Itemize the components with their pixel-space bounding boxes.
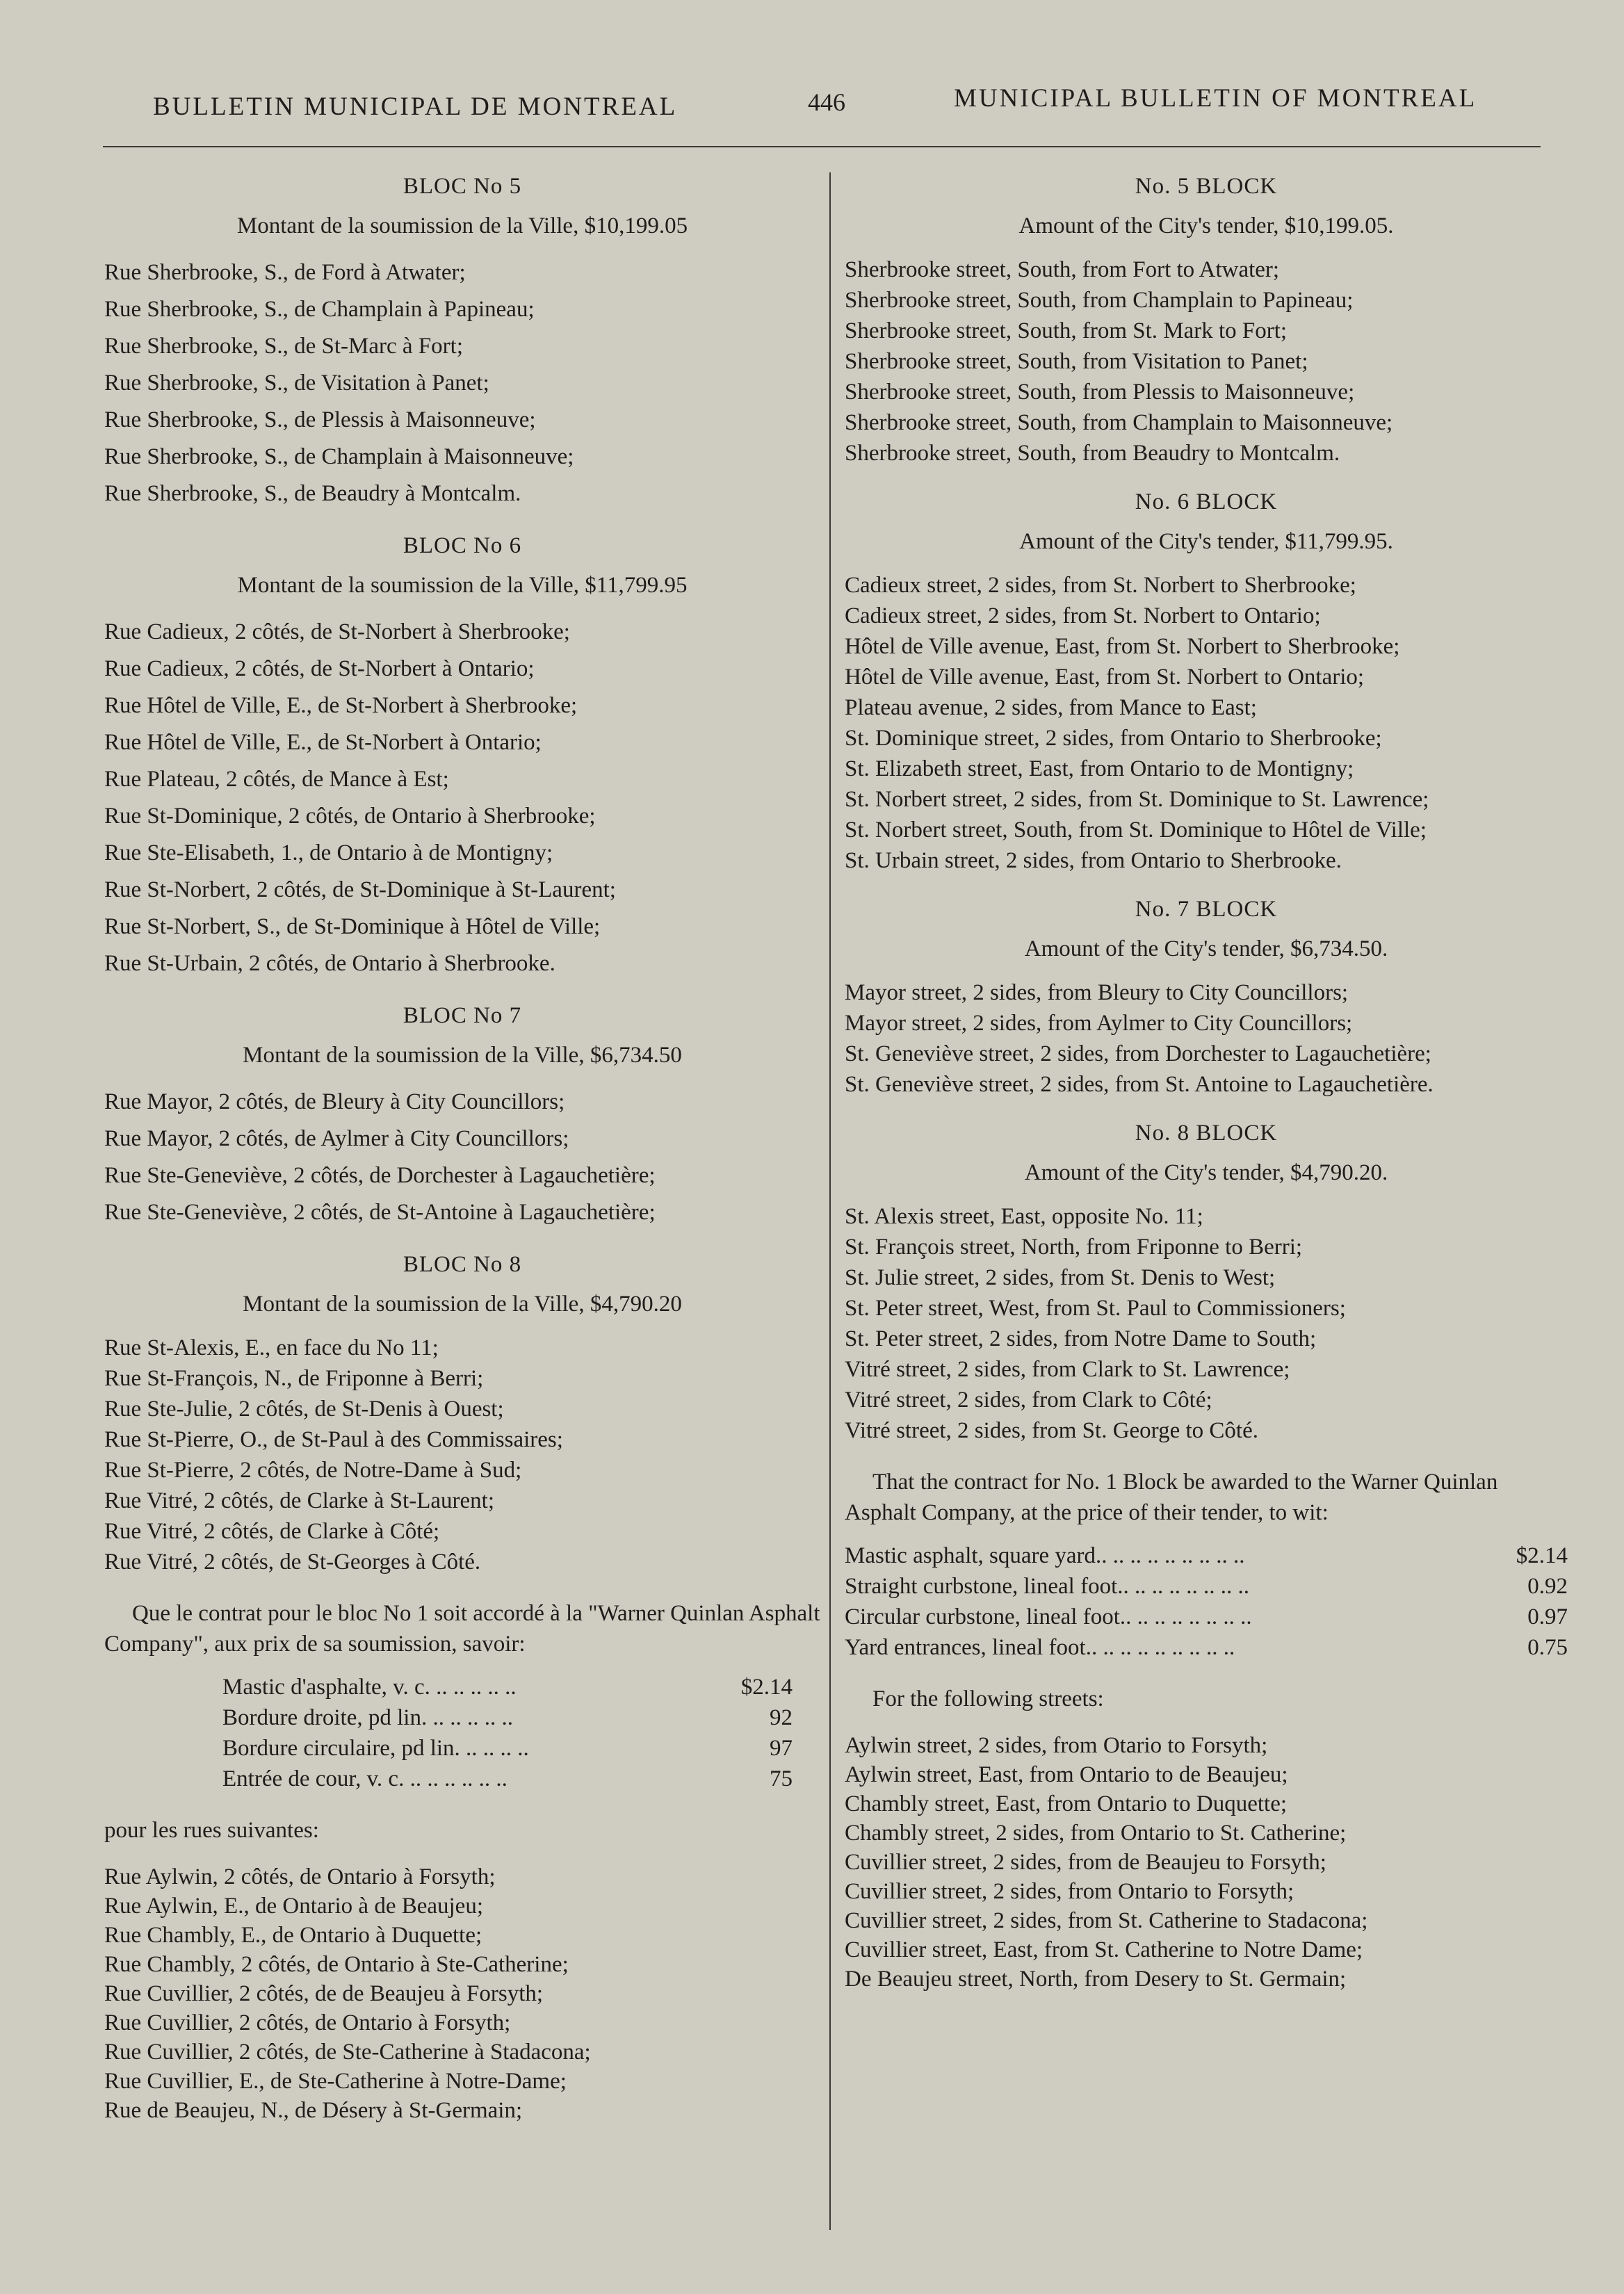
contract-paragraph: That the contract for No. 1 Block be awarded to the Warner Quinlan Asphalt Company, at the price of their tender, to wit: [845,1470,1498,1525]
street-item: Rue St-François, N., de Friponne à Berri; [104,1366,484,1391]
price-row [845,1632,1568,1663]
block-amount: Montant de la soumission de la Ville, $4,790.20 [243,1292,682,1317]
street-item: St. Geneviève street, 2 sides, from St. Antoine to Lagauchetière. [845,1072,1434,1097]
street-item: St. Julie street, 2 sides, from St. Denis to West; [845,1265,1276,1290]
street-item: Rue St-Pierre, 2 côtés, de Notre-Dame à Sud; [104,1458,522,1483]
street-item: Hôtel de Ville avenue, East, from St. Norbert to Ontario; [845,665,1365,690]
street-item: St. Dominique street, 2 sides, from Ontario to Sherbrooke; [845,726,1382,751]
price-value: $2.14 [740,1675,793,1700]
price-value: 75 [770,1766,793,1791]
price-label: Bordure droite, pd lin. .. .. .. .. .. [222,1705,513,1730]
street-item: De Beaujeu street, North, from Desery to St. Germain; [845,1967,1347,1992]
block-amount: Amount of the City's tender, $11,799.95. [1019,529,1393,554]
block-amount: Amount of the City's tender, $10,199.05. [1018,213,1394,238]
street-item: Mayor street, 2 sides, from Aylmer to City Councillors; [845,1011,1353,1036]
price-row [104,1702,820,1733]
street-item: Rue de Beaujeu, N., de Désery à St-Germain; [104,2098,523,2123]
street-item: St. François street, North, from Friponne to Berri; [845,1235,1303,1260]
street-item: Rue Cadieux, 2 côtés, de St-Norbert à Sherbrooke; [104,619,570,644]
street-item: Rue Sherbrooke, S., de Plessis à Maisonneuve; [104,407,536,432]
street-item: St. Geneviève street, 2 sides, from Dorchester to Lagauchetière; [845,1041,1431,1066]
price-row [104,1764,820,1794]
street-item: Rue Vitré, 2 côtés, de St-Georges à Côté. [104,1549,481,1575]
street-item: Rue Aylwin, 2 côtés, de Ontario à Forsyth; [104,1864,496,1889]
block-amount: Montant de la soumission de la Ville, $10,199.05 [236,213,688,238]
street-item: Rue St-Norbert, S., de St-Dominique à Hôtel de Ville; [104,914,601,939]
french-column [104,174,820,2125]
street-item: Rue Sherbrooke, S., de Beaudry à Montcalm. [104,481,521,506]
street-item: Rue Cuvillier, E., de Ste-Catherine à Notre-Dame; [104,2069,567,2094]
street-item: Aylwin street, East, from Ontario to de Beaujeu; [845,1762,1288,1787]
price-label: Straight curbstone, lineal foot.. .. .. .. .. .. .. .. [845,1574,1249,1599]
street-item: Rue Vitré, 2 côtés, de Clarke à St-Laurent; [104,1488,494,1513]
street-item: Cuvillier street, 2 sides, from St. Catherine to Stadacona; [845,1908,1368,1933]
street-item: Vitré street, 2 sides, from St. George to Côté. [845,1418,1258,1443]
street-item: Hôtel de Ville avenue, East, from St. Norbert to Sherbrooke; [845,634,1400,659]
price-label: Yard entrances, lineal foot.. .. .. .. .. .. .. .. .. [845,1635,1235,1660]
page-number: 446 [808,88,845,116]
price-row [104,1733,820,1764]
street-item: Aylwin street, 2 sides, from Otario to Forsyth; [845,1733,1268,1758]
block-amount: Montant de la soumission de la Ville, $6,734.50 [243,1043,682,1068]
street-item: Rue Hôtel de Ville, E., de St-Norbert à Sherbrooke; [104,693,578,718]
street-item: Rue Vitré, 2 côtés, de Clarke à Côté; [104,1519,440,1544]
street-item: Rue Sherbrooke, S., de Champlain à Maisonneuve; [104,444,574,469]
price-label: Entrée de cour, v. c. .. .. .. .. .. .. [222,1766,508,1791]
price-value: 92 [770,1705,793,1730]
street-item: Cadieux street, 2 sides, from St. Norbert to Ontario; [845,603,1321,628]
price-value: $2.14 [1516,1543,1568,1568]
english-column [845,174,1568,1994]
following-streets-heading: For the following streets: [872,1686,1104,1711]
street-item: Rue Mayor, 2 côtés, de Aylmer à City Councillors; [104,1126,569,1151]
street-item: St. Norbert street, South, from St. Dominique to Hôtel de Ville; [845,817,1427,843]
price-value: 0.97 [1527,1604,1568,1629]
street-item: Rue Cuvillier, 2 côtés, de de Beaujeu à Forsyth; [104,1981,544,2006]
following-streets-heading: pour les rues suivantes: [104,1818,319,1843]
street-item: Rue St-Alexis, E., en face du No 11; [104,1335,439,1360]
block-title: BLOC No 7 [403,1003,522,1028]
block-title: No. 5 BLOCK [1135,174,1278,199]
block-title: No. 6 BLOCK [1135,489,1278,514]
page-header [104,83,1550,125]
street-item: Chambly street, East, from Ontario to Duquette; [845,1791,1288,1816]
block-title: BLOC No 6 [403,533,522,558]
street-item: Cadieux street, 2 sides, from St. Norbert to Sherbrooke; [845,573,1356,598]
street-item: Mayor street, 2 sides, from Bleury to City Councillors; [845,980,1349,1005]
street-item: Rue Ste-Julie, 2 côtés, de St-Denis à Ouest; [104,1397,504,1422]
block-amount: Amount of the City's tender, $6,734.50. [1024,936,1388,961]
price-label: Mastic d'asphalte, v. c. .. .. .. .. .. [222,1675,517,1700]
street-item: Rue Cuvillier, 2 côtés, de Ste-Catherine à Stadacona; [104,2040,591,2065]
block-title: BLOC No 5 [403,174,522,199]
street-item: Cuvillier street, East, from St. Catherine to Notre Dame; [845,1937,1363,1962]
street-item: Rue St-Norbert, 2 côtés, de St-Dominique à St-Laurent; [104,877,616,902]
street-item: Rue Aylwin, E., de Ontario à de Beaujeu; [104,1894,483,1919]
street-item: St. Norbert street, 2 sides, from St. Dominique to St. Lawrence; [845,787,1429,812]
street-item: Sherbrooke street, South, from Champlain to Maisonneuve; [845,410,1393,435]
street-item: St. Peter street, 2 sides, from Notre Dame to South; [845,1326,1317,1351]
street-item: Sherbrooke street, South, from Champlain to Papineau; [845,288,1354,313]
price-row [845,1571,1568,1602]
street-item: Rue Plateau, 2 côtés, de Mance à Est; [104,767,449,792]
street-item: Vitré street, 2 sides, from Clark to St. Lawrence; [845,1357,1290,1382]
block-title: No. 7 BLOCK [1135,897,1278,922]
street-item: Rue Sherbrooke, S., de Visitation à Panet; [104,371,489,396]
price-value: 0.75 [1527,1635,1568,1660]
price-list [104,1672,820,1794]
column-divider [829,172,831,2230]
street-item: Rue Cuvillier, 2 côtés, de Ontario à Forsyth; [104,2010,511,2035]
street-item: Sherbrooke street, South, from Fort to Atwater; [845,257,1280,282]
contract-paragraph: Que le contrat pour le bloc No 1 soit accordé à la "Warner Quinlan Asphalt Company", aux prix de sa soumission, savoir: [104,1601,820,1657]
price-row [845,1602,1568,1632]
street-item: Rue Ste-Elisabeth, 1., de Ontario à de Montigny; [104,840,553,865]
street-item: Rue Sherbrooke, S., de Ford à Atwater; [104,260,466,285]
street-item: Rue Sherbrooke, S., de Champlain à Papineau; [104,297,535,322]
street-item: Rue St-Urbain, 2 côtés, de Ontario à Sherbrooke. [104,951,555,976]
street-item: Rue Chambly, E., de Ontario à Duquette; [104,1923,482,1948]
street-item: Rue Ste-Geneviève, 2 côtés, de St-Antoine à Lagauchetière; [104,1200,656,1225]
block-amount: Montant de la soumission de la Ville, $11,799.95 [237,573,688,598]
street-item: Rue Ste-Geneviève, 2 côtés, de Dorchester à Lagauchetière; [104,1163,656,1188]
street-item: Plateau avenue, 2 sides, from Mance to East; [845,695,1257,720]
street-item: Vitré street, 2 sides, from Clark to Côté; [845,1388,1212,1413]
price-row [104,1672,820,1702]
street-item: Rue St-Pierre, O., de St-Paul à des Commissaires; [104,1427,563,1452]
street-item: Rue Hôtel de Ville, E., de St-Norbert à Ontario; [104,730,542,755]
price-label: Mastic asphalt, square yard.. .. .. .. .. .. .. .. .. [845,1543,1245,1568]
price-value: 0.92 [1527,1574,1568,1599]
street-item: Rue Mayor, 2 côtés, de Bleury à City Councillors; [104,1089,565,1114]
price-label: Circular curbstone, lineal foot.. .. .. .. .. .. .. .. [845,1604,1252,1629]
street-item: Sherbrooke street, South, from St. Mark to Fort; [845,318,1288,343]
street-item: Cuvillier street, 2 sides, from Ontario to Forsyth; [845,1879,1294,1904]
street-item: Sherbrooke street, South, from Plessis to Maisonneuve; [845,380,1355,405]
price-row [845,1540,1568,1571]
price-label: Bordure circulaire, pd lin. .. .. .. .. [222,1736,529,1761]
price-list [845,1540,1568,1663]
street-item: St. Peter street, West, from St. Paul to Commissioners; [845,1296,1346,1321]
header-rule [103,146,1541,147]
street-item: Chambly street, 2 sides, from Ontario to St. Catherine; [845,1821,1347,1846]
street-item: St. Alexis street, East, opposite No. 11; [845,1204,1203,1229]
block-title: No. 8 BLOCK [1135,1121,1278,1146]
street-item: Rue Chambly, 2 côtés, de Ontario à Ste-Catherine; [104,1952,569,1977]
block-amount: Amount of the City's tender, $4,790.20. [1024,1160,1388,1185]
street-item: Cuvillier street, 2 sides, from de Beaujeu to Forsyth; [845,1850,1326,1875]
street-item: Rue Sherbrooke, S., de St-Marc à Fort; [104,334,463,359]
street-item: St. Urbain street, 2 sides, from Ontario to Sherbrooke. [845,848,1342,873]
header-english-title: MUNICIPAL BULLETIN OF MONTREAL [954,84,1477,113]
block-title: BLOC No 8 [403,1252,522,1277]
street-item: Rue St-Dominique, 2 côtés, de Ontario à Sherbrooke; [104,804,596,829]
street-item: Rue Cadieux, 2 côtés, de St-Norbert à Ontario; [104,656,535,681]
header-french-title: BULLETIN MUNICIPAL DE MONTREAL [153,92,678,121]
street-item: St. Elizabeth street, East, from Ontario to de Montigny; [845,756,1354,781]
street-item: Sherbrooke street, South, from Visitation to Panet; [845,349,1308,374]
street-item: Sherbrooke street, South, from Beaudry to Montcalm. [845,441,1340,466]
price-value: 97 [770,1736,793,1761]
